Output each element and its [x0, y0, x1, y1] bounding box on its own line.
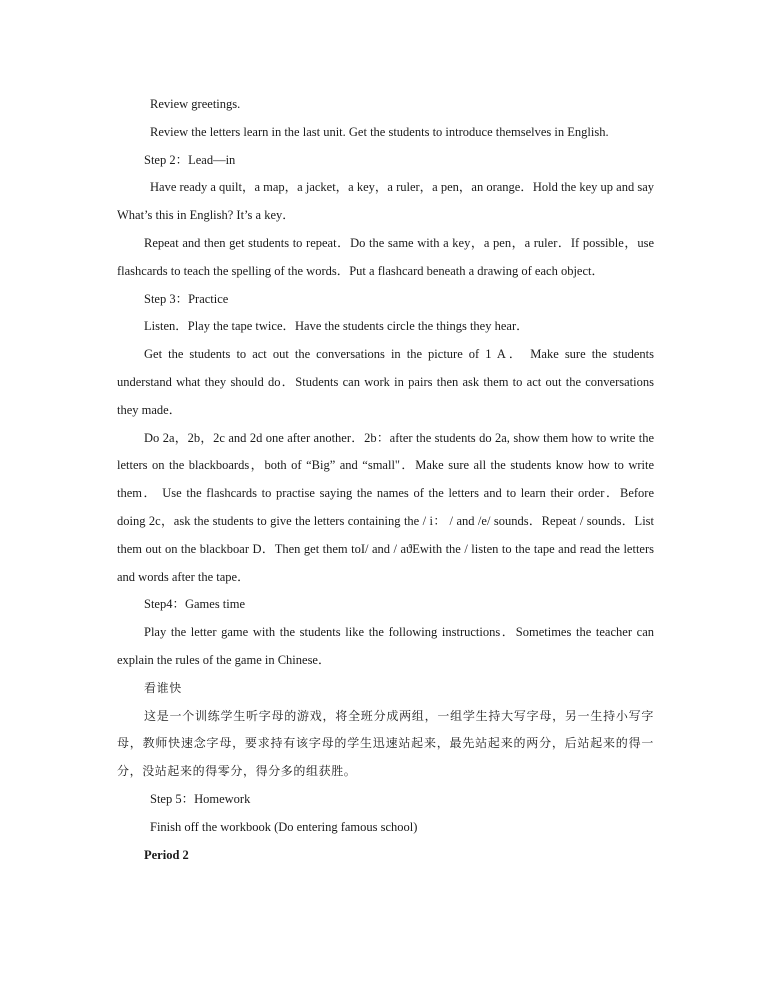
heading-game-name: 看谁快 — [144, 680, 182, 695]
paragraph-review-letters: Review the letters learn in the last unit. Get the students to introduce themselves in English. — [150, 124, 609, 139]
paragraph-listen: Listen．Play the tape twice．Have the students circle the things they hear． — [144, 319, 529, 334]
paragraph-homework: Finish off the workbook (Do entering famous school) — [150, 819, 418, 834]
heading-period-2: Period 2 — [144, 847, 189, 862]
heading-step-3: Step 3：Practice — [144, 291, 229, 306]
paragraph-repeat: Repeat and then get students to repeat．Do the same with a key，a pen，a ruler．If possible，use flashcards to teach the spelling of the words．Put a flashcard beneath a drawing of each object． — [117, 235, 654, 278]
document-page — [117, 91, 654, 869]
paragraph-review-greetings: Review greetings. — [150, 97, 241, 111]
paragraph-letter-game: Play the letter game with the students like the following instructions．Sometimes the teacher can explain the rules of the game in Chinese． — [117, 625, 654, 667]
heading-step-5: Step 5：Homework — [150, 791, 251, 806]
paragraph-have-ready: Have ready a quilt，a map，a jacket，a key，a ruler，a pen，an orange．Hold the key up and say What’s this in English? It’s a key． — [117, 180, 654, 223]
heading-step-2: Step 2：Lead—in — [144, 152, 236, 167]
paragraph-act-out: Get the students to act out the conversations in the picture of 1 A． Make sure the students understand what they should do．Students can work in pairs then ask them to act out the conversations they made． — [117, 347, 654, 417]
heading-step-4: Step4：Games time — [144, 597, 246, 612]
paragraph-game-rules: 这是一个训练学生听字母的游戏，将全班分成两组，一组学生持大写字母，另一生持小写字母，教师快速念字母，要求持有该字母的学生迅速站起来，最先站起来的两分，后站起来的得一分，没站起来的得零分，得分多的组获胜。 — [117, 708, 654, 779]
paragraph-do-2a: Do 2a，2b，2c and 2d one after another．2b：after the students do 2a, show them how to write the letters on the blackboards，both of “Big” and “small"．Make sure all the students know how to write them． Use the flashcards to practise saying the names of the letters and to learn their order．Before doing 2c，ask the students to give the letters containing the / i： / and /e/ sounds．Repeat / sounds．List them out on the blackboar D．Then get them toI/ and / aϑEwith the / listen to the tape and read the letters and words after the tape． — [117, 430, 654, 584]
